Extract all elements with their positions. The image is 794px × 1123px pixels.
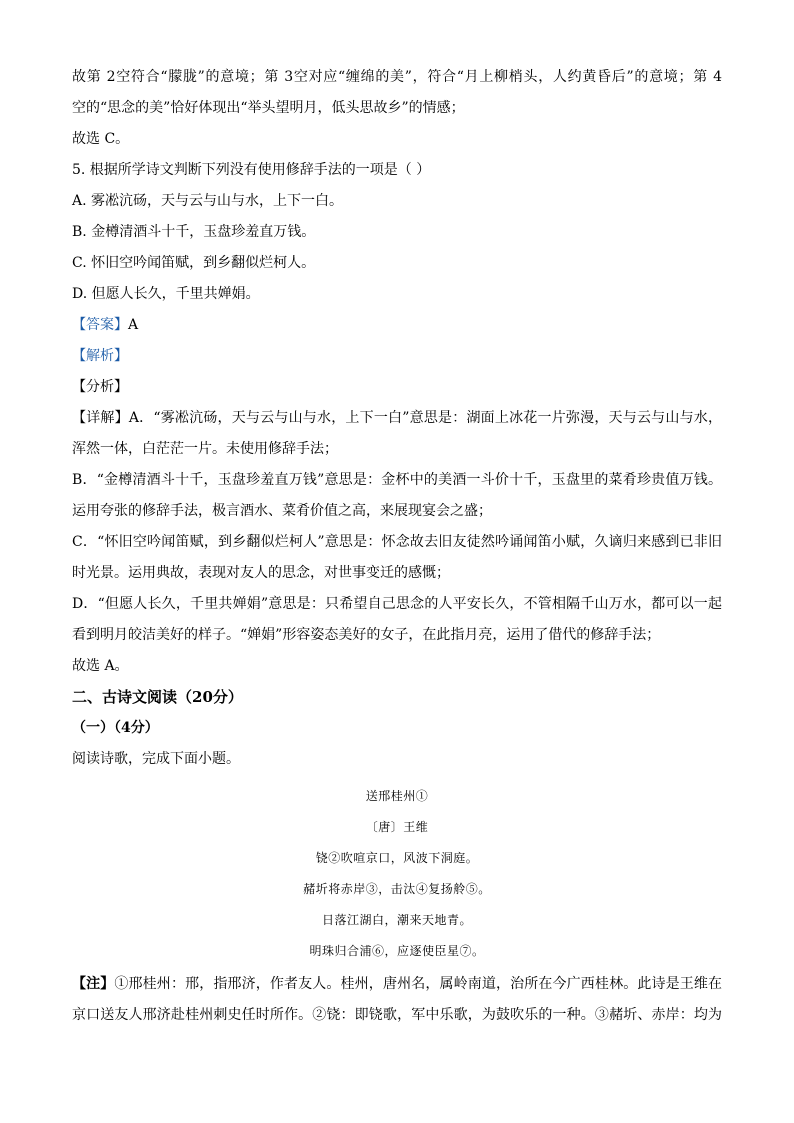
answer-line <box>72 310 722 341</box>
analysis-line <box>72 341 722 372</box>
intro-line-3: 故选 C。 <box>72 131 130 147</box>
detail-line-5: C．“怀旧空吟闻笛赋，到乡翻似烂柯人”意思是：怀念故去旧友徒然吟诵闻笛小赋，久谪归来感到已非旧 <box>72 534 722 550</box>
note-tag: 【注】 <box>72 976 115 992</box>
detail-line-3: B．“金樽清酒斗十千，玉盘珍羞直万钱”意思是：金杯中的美酒一斗价十千，玉盘里的菜肴珍贵值万钱。 <box>72 472 722 488</box>
section-2-subtitle: （一）（4分） <box>72 720 159 736</box>
poem-line-3: 日落江湖白，潮来天地青。 <box>321 913 472 927</box>
note-line-2: 京口送友人邢济赴桂州刺史任时所作。②铙：即铙歌，军中乐歌，为鼓吹乐的一种。③赭圻、赤岸：均为 <box>72 1007 722 1023</box>
fenxi-label: 【分析】 <box>72 379 128 395</box>
poem-author: 〔唐〕王维 <box>365 820 429 834</box>
document-page <box>72 62 722 1031</box>
intro-line-1: 故第 2空符合“朦胧”的意境；第 3空对应“缠绵的美”，符合“月上柳梢头，人约黄昏后”的意境；第 4 <box>72 69 722 85</box>
question-5-option-c: C. 怀旧空吟闻笛赋，到乡翻似烂柯人。 <box>72 255 316 271</box>
intro-line-2: 空的“思念的美”恰好体现出“举头望明月，低头思故乡”的情感； <box>72 100 465 116</box>
detail-line-6: 时光景。运用典故，表现对友人的思念，对世事变迁的感慨； <box>72 565 450 581</box>
section-2-title: 二、古诗文阅读（20分） <box>72 688 243 706</box>
detail-line-7: D．“但愿人长久，千里共婵娟”意思是：只希望自己思念的人平安长久，不管相隔千山万水，都可以一起 <box>72 596 722 612</box>
detail-line-1: 【详解】A．“雾凇沆砀，天与云与山与水，上下一白”意思是：湖面上冰花一片弥漫，天与云与山与水， <box>72 410 722 426</box>
analysis-tag: 【解析】 <box>72 348 128 364</box>
note-line-1 <box>72 969 722 1000</box>
question-5-option-a: A. 雾凇沆砀，天与云与山与水，上下一白。 <box>72 193 344 209</box>
poem-title: 送邢桂州① <box>365 789 429 803</box>
answer-value: A <box>128 317 139 333</box>
section-2-instruction: 阅读诗歌，完成下面小题。 <box>72 751 240 767</box>
detail-line-9: 故选 A。 <box>72 658 129 674</box>
poem-line-4: 明珠归合浦⑥，应逐使臣星⑦。 <box>309 944 485 958</box>
detail-line-2: 浑然一体，白茫茫一片。未使用修辞手法； <box>72 441 338 457</box>
detail-line-4: 运用夸张的修辞手法，极言酒水、菜肴价值之高，来展现宴会之盛； <box>72 503 492 519</box>
poem-line-1: 铙②吹喧京口，风波下洞庭。 <box>315 851 479 865</box>
poem <box>72 781 722 967</box>
question-5-option-d: D. 但愿人长久，千里共婵娟。 <box>72 286 260 302</box>
poem-line-2: 赭圻将赤岸③，击汰④复扬舲⑤。 <box>303 882 491 896</box>
detail-line-8: 看到明月皎洁美好的样子。“婵娟”形容姿态美好的女子，在此指月亮，运用了借代的修辞手法； <box>72 627 661 643</box>
note-text-1: ①邢桂州：邢，指邢济，作者友人。桂州，唐州名，属岭南道，治所在今广西桂林。此诗是王维在 <box>114 976 723 992</box>
question-5-stem: 5. 根据所学诗文判断下列没有使用修辞手法的一项是（ ） <box>72 162 431 178</box>
answer-tag: 【答案】 <box>72 317 128 333</box>
question-5-option-b: B. 金樽清酒斗十千，玉盘珍羞直万钱。 <box>72 224 316 240</box>
